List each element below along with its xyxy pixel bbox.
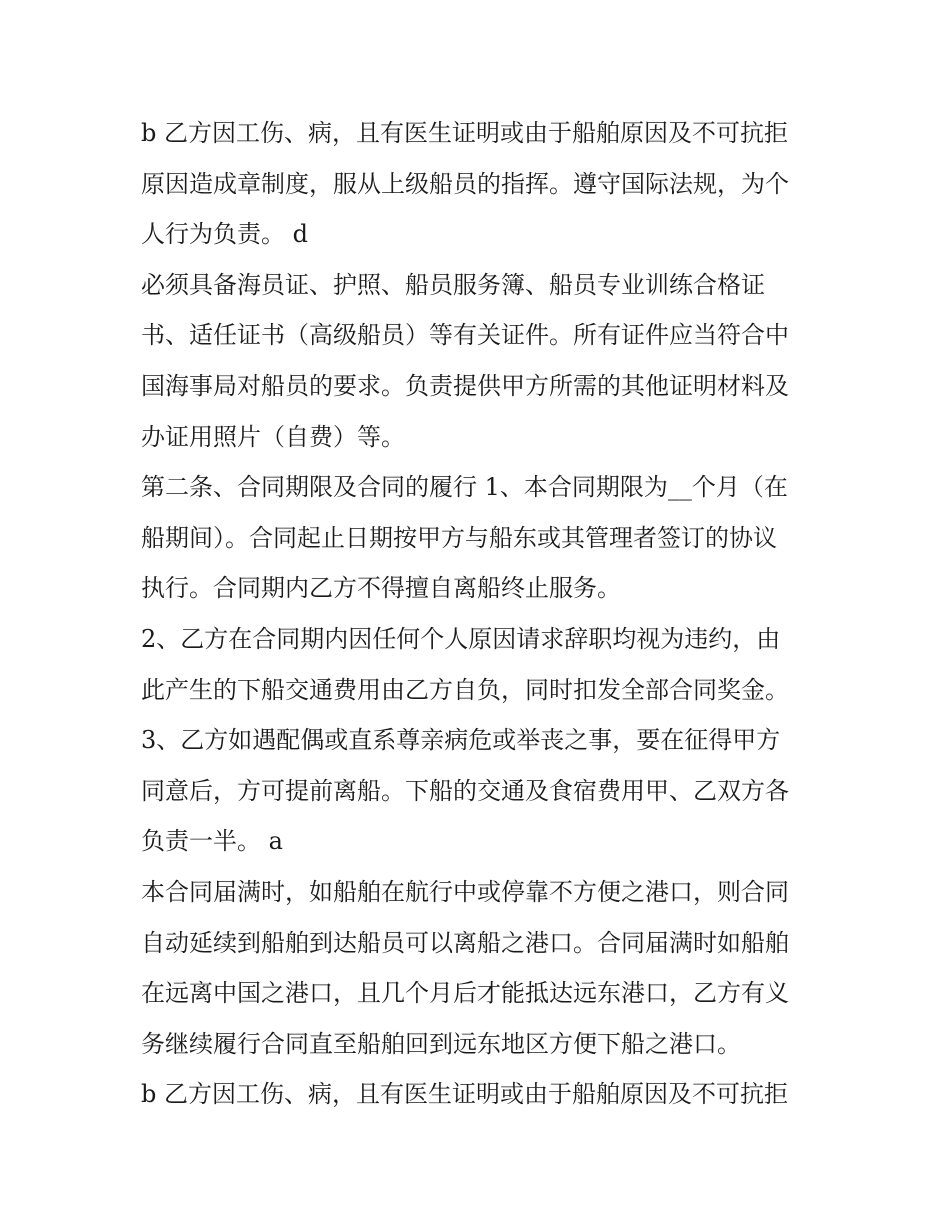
text-line: 本合同届满时，如船舶在航行中或停靠不方便之港口，则合同 [141, 877, 789, 906]
text-line: 执行。合同期内乙方不得擅自离船终止服务。 [141, 574, 621, 603]
text-line: 在远离中国之港口，且几个月后才能抵达远东港口，乙方有义 [141, 979, 789, 1008]
text-line: 此产生的下船交通费用由乙方自负，同时扣发全部合同奖金。 [141, 675, 789, 704]
text-line: b 乙方因工伤、病，且有医生证明或由于船舶原因及不可抗拒 [141, 1080, 788, 1109]
text-line: 原因造成章制度，服从上级船员的指挥。遵守国际法规，为个 [141, 169, 789, 198]
text-line: 办证用照片（自费）等。 [141, 422, 405, 451]
paragraph-work-injury-clause [141, 108, 821, 260]
text-line: 自动延续到船舶到达船员可以离船之港口。合同届满时如船舶 [141, 928, 789, 957]
text-line: 书、适任证书（高级船员）等有关证件。所有证件应当符合中 [141, 321, 789, 350]
text-line: 必须具备海员证、护照、船员服务簿、船员专业训练合格证 [141, 270, 765, 299]
paragraph-article-two [141, 462, 821, 614]
text-line: 人行为负责。 d [141, 220, 308, 249]
text-line: 务继续履行合同直至船舶回到远东地区方便下船之港口。 [141, 1029, 741, 1058]
text-line: 国海事局对船员的要求。负责提供甲方所需的其他证明材料及 [141, 371, 789, 400]
text-line: 2、乙方在合同期内因任何个人原因请求辞职均视为违约，由 [141, 624, 781, 653]
paragraph-clause-3-family-emergency [141, 715, 821, 867]
paragraph-work-injury-clause-repeat [141, 1069, 821, 1120]
text-line: 船期间）。合同起止日期按甲方与船东或其管理者签订的协议 [141, 523, 777, 552]
paragraph-certificates [141, 260, 821, 462]
paragraph-contract-expiry [141, 867, 821, 1069]
text-line: 同意后，方可提前离船。下船的交通及食宿费用甲、乙双方各 [141, 776, 789, 805]
text-line: 3、乙方如遇配偶或直系尊亲病危或举丧之事，要在征得甲方 [141, 726, 781, 755]
paragraph-clause-2-resignation [141, 614, 821, 715]
text-line: 负责一半。 a [141, 827, 283, 856]
contract-text-body [141, 108, 821, 1120]
text-line: 第二条、合同期限及合同的履行 1、本合同期限为__个月（在 [141, 473, 788, 502]
text-line: b 乙方因工伤、病，且有医生证明或由于船舶原因及不可抗拒 [141, 119, 788, 147]
